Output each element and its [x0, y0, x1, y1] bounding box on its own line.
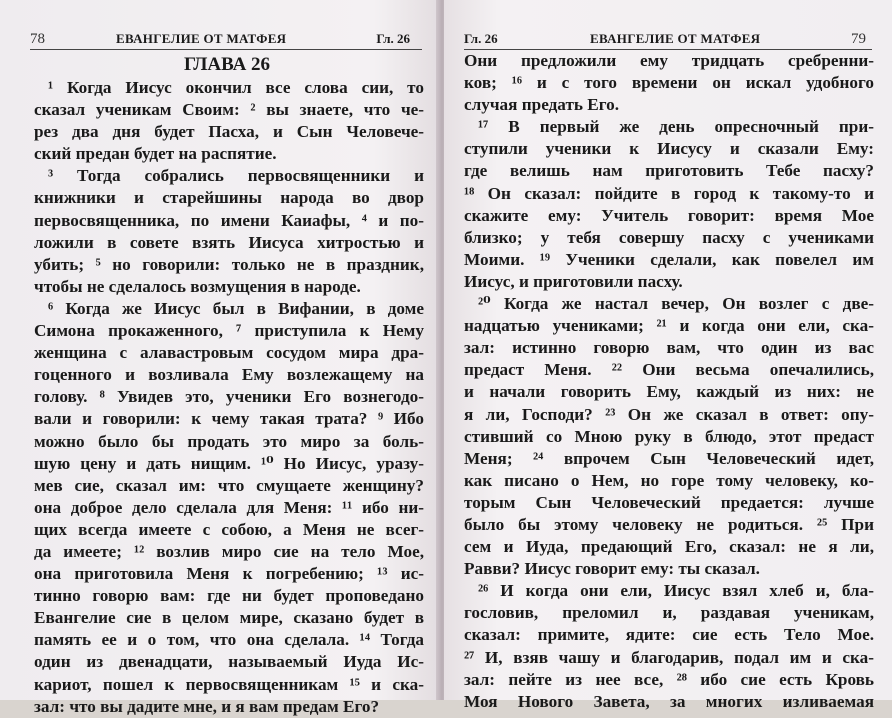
text-line: было бы этому человеку не родиться. ²⁵ При	[464, 514, 874, 534]
text-line: ³ Тогда собрались первосвященники и	[48, 166, 424, 186]
text-line: книжники и старейшины народа во двор	[34, 188, 424, 208]
text-line: гоценного и возливала Ему возлежащему на	[34, 365, 424, 385]
left-page-header	[30, 30, 422, 50]
right-page	[444, 0, 892, 711]
text-line: чтобы не сделалось возмущения в народе.	[34, 276, 361, 296]
left-page-text	[34, 77, 424, 718]
text-line: зал: что вы дадите мне, и я вам предам Его?	[34, 696, 380, 716]
text-line: ²⁶ И когда они ели, Иисус взял хлеб и, бла-	[478, 581, 874, 601]
text-line: сказал ученикам Своим: ² вы знаете, что че-	[34, 100, 424, 120]
text-line: Равви? Иисус говорит ему: ты сказал.	[464, 559, 760, 579]
chapter-reference: Гл. 26	[464, 31, 498, 46]
text-line: близко; у тебя совершу пасху с учениками	[464, 227, 874, 247]
text-line: кариот, пошел к первосвященникам ¹⁵ и ска-	[34, 674, 424, 694]
text-line: она приготовила Меня к погребению; ¹³ ис-	[34, 564, 424, 584]
text-line: можно было бы продать это миро за боль-	[34, 431, 424, 451]
text-line: да имеете; ¹² возлив миро сие на тело Мое,	[34, 541, 424, 561]
text-line: ¹⁸ Он сказал: пойдите в город к такому-то и	[464, 183, 874, 203]
text-line: ²⁷ И, взяв чашу и благодарив, подал им и ска-	[464, 647, 874, 667]
text-line: память ее и о том, что она сделала. ¹⁴ Тогда	[34, 630, 424, 650]
text-line: рез два дня будет Пасха, и Сын Человече-	[34, 122, 424, 142]
text-line: и начали говорить Ему, каждый из них: не	[464, 382, 874, 402]
text-line: вали и говорили: к чему такая трата? ⁹ Ибо	[34, 409, 424, 429]
text-line: шую цену и дать нищим. ¹⁰ Но Иисус, уразу-	[34, 453, 424, 473]
text-line: Меня; ²⁴ впрочем Сын Человеческий идет,	[464, 448, 874, 468]
running-title: ЕВАНГЕЛИЕ ОТ МАТФЕЯ	[590, 31, 761, 46]
text-line: торым Сын Человеческий предается: лучше	[464, 492, 874, 512]
chapter-title: ГЛАВА 26	[184, 54, 271, 75]
text-line: Иисус, и приготовили пасху.	[464, 271, 683, 291]
text-line: как писано о Нем, но горе тому человеку, ко-	[464, 470, 874, 490]
text-line: случая предать Его.	[464, 95, 620, 115]
text-line: щих всегда имеете с собою, а Меня не всег-	[34, 519, 424, 539]
text-line: предаст Меня. ²² Они весьма опечалились,	[464, 360, 874, 380]
left-page	[0, 0, 440, 716]
text-line: зал: пейте из нее все, ²⁸ ибо сие есть Кровь	[464, 669, 874, 689]
text-line: первосвященника, по имени Каиафы, ⁴ и по-	[34, 210, 424, 230]
text-line: ков; ¹⁶ и с того времени он искал удобного	[464, 73, 874, 93]
text-line: ступили ученики к Иисусу и сказали Ему:	[464, 139, 874, 159]
text-line: ⁶ Когда же Иисус был в Вифании, в доме	[48, 298, 424, 318]
right-page-header	[464, 30, 872, 50]
text-line: где велишь нам приготовить Тебе пасху?	[464, 161, 874, 181]
text-line: ¹⁷ В первый же день опресночный при-	[478, 117, 874, 137]
page-number: 78	[30, 31, 45, 47]
text-line: стивший со Мною руку в блюдо, этот предаст	[464, 426, 874, 446]
text-line: Они предложили ему тридцать сребренни-	[464, 51, 874, 70]
text-line: сем и Иуда, предающий Его, сказал: не я ли,	[464, 537, 874, 557]
text-line: Евангелие сие в целом мире, сказано будет в	[34, 608, 424, 628]
chapter-reference: Гл. 26	[376, 31, 410, 46]
text-line: тинно говорю вам: где ни будет проповедано	[34, 586, 424, 606]
text-line: надцатью учениками; ²¹ и когда они ели, ска-	[464, 316, 874, 336]
text-line: ложили в совете взять Иисуса хитростью и	[34, 232, 424, 252]
text-line: гословив, преломил и, раздавая ученикам,	[464, 603, 874, 623]
text-line: Симона прокаженного, ⁷ приступила к Нему	[34, 321, 424, 341]
text-line: сказал: примите, ядите: сие есть Тело Мое.	[464, 625, 874, 645]
text-line: я ли, Господи? ²³ Он же сказал в ответ: опу-	[464, 404, 874, 424]
text-line: голову. ⁸ Увидев это, ученики Его вознегодо-	[34, 387, 424, 407]
page-number: 79	[851, 31, 866, 47]
text-line: убить; ⁵ но говорили: только не в праздник,	[34, 254, 424, 274]
text-line: зал: истинно говорю вам, что один из вас	[464, 338, 874, 358]
text-line: она доброе дело сделала для Меня: ¹¹ ибо ни-	[34, 497, 424, 517]
text-line: мев сие, сказал им: что смущаете женщину?	[34, 475, 424, 495]
text-line: один из двенадцати, называемый Иуда Ис-	[34, 652, 424, 672]
text-line: скажите ему: Учитель говорит: время Мое	[464, 205, 874, 225]
text-line: Моя Нового Завета, за многих изливаемая	[464, 691, 874, 711]
text-line: ский предан будет на распятие.	[34, 144, 277, 164]
text-line: Моими. ¹⁹ Ученики сделали, как повелел им	[464, 249, 874, 269]
text-line: ¹ Когда Иисус окончил все слова сии, то	[48, 78, 424, 97]
text-line: ²⁰ Когда же настал вечер, Он возлег с две-	[478, 294, 874, 314]
running-title: ЕВАНГЕЛИЕ ОТ МАТФЕЯ	[116, 31, 287, 46]
right-page-text	[464, 50, 874, 713]
text-line: женщина с алавастровым сосудом мира дра-	[34, 343, 424, 363]
